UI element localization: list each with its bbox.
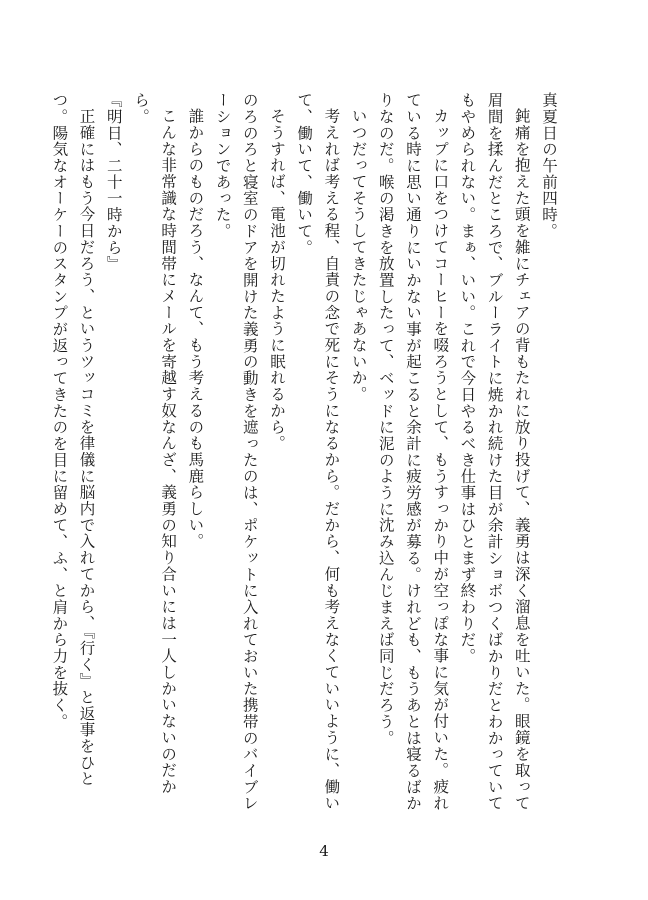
paragraph-8: 誰からのものだろう、なんて、もう考えるのも馬鹿らしい。 — [186, 107, 205, 549]
paragraph-5: 考えれば考える程、自責の念で死にそうになるから。だから、何も考えなくていいように、働いて、働いて、働いて。 — [295, 92, 341, 811]
body-text — [50, 92, 562, 812]
paragraph-6: そうすれば、電池が切れたように眠れるから。 — [267, 107, 286, 451]
paragraph-10: 『明日、二十一時から』 — [104, 92, 123, 272]
page-number: 4 — [319, 842, 329, 860]
paragraph-4: いつだってそうしてきたじゃあないか。 — [349, 107, 368, 402]
paragraph-9: こんな非常識な時間帯にメールを寄越す奴なんざ、義勇の知り合いには一人しかいないのだから。 — [131, 92, 178, 795]
paragraph-1: 真夏日の午前四時。 — [540, 92, 558, 240]
paragraph-11: 正確にはもう今日だろう、というツッコミを律儀に脳内で入れてから、『行く』と返事をひとつ。陽気なオーケーのスタンプが返ってきたのを目に留めて、ふ、と肩から力を抜く。 — [50, 92, 96, 787]
paragraph-7: のろのろと寝室のドアを開けた義勇の動きを遮ったのは、ポケットに入れておいた携帯のバイブレーションであった。 — [213, 92, 259, 812]
paragraph-3: カップに口をつけてコーヒーを啜ろうとして、もうすっかり中が空っぽな事に気が付いた。疲れている時に思い通りにいかない事が起こると余計に疲労感が募る。けれども、もうあとは寝るばかりなのだ。喉の渇きを放置したって、ベッドに泥のように沈み込んじまえば同じだろう。 — [376, 92, 450, 812]
paragraph-2: 鈍痛を抱えた頭を雑にチェアの背もたれに放り投げて、義勇は深く溜息を吐いた。眼鏡を取って眉間を揉んだところで、ブルーライトに焼かれ続けた目が余計ショボつくばかりだとわかっていてもやめられない。まぁ、いい。これで今日やるべき仕事はひとまず終わりだ。 — [458, 92, 531, 812]
